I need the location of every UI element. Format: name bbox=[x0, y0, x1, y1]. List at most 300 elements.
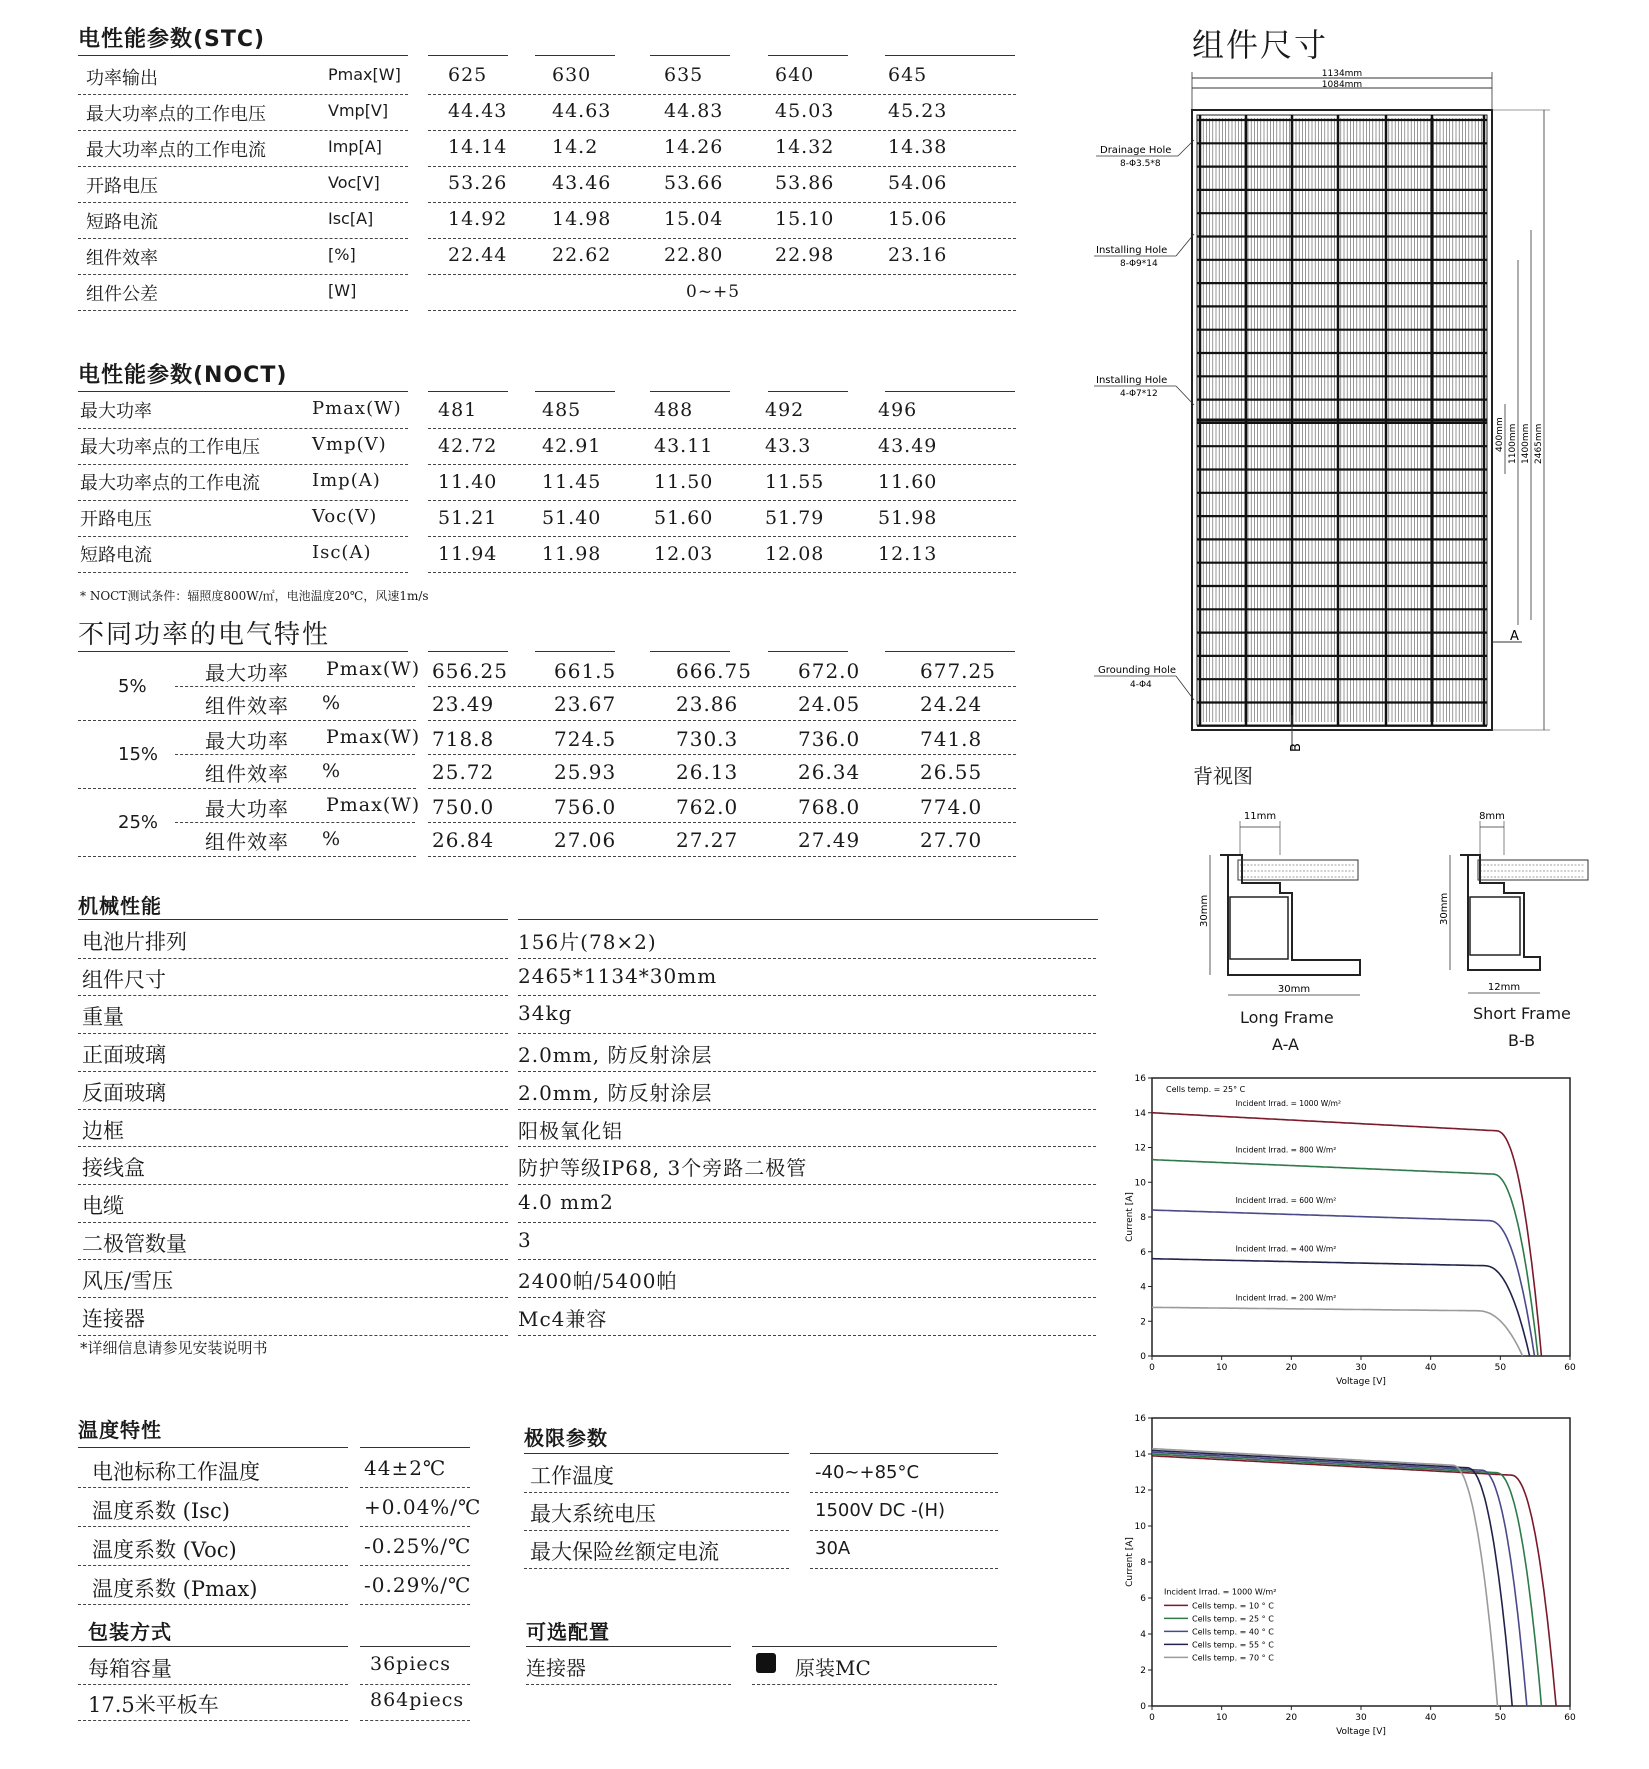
row-divider bbox=[78, 166, 408, 167]
bifacial-eff-cell: 24.05 bbox=[798, 692, 861, 716]
row-divider bbox=[78, 1526, 348, 1527]
y-tick-label: 16 bbox=[1134, 1074, 1146, 1084]
long-frame-name: Long Frame bbox=[1240, 1008, 1334, 1027]
drain-hole-label: Drainage Hole bbox=[1100, 145, 1172, 156]
row-divider bbox=[360, 1526, 470, 1527]
row-divider bbox=[78, 464, 408, 465]
bifacial-gain: 25% bbox=[118, 812, 159, 833]
row-divider bbox=[78, 500, 408, 501]
legend-entry: Cells temp. = 40 ° C bbox=[1192, 1627, 1274, 1637]
y-axis-label: Current [A] bbox=[1125, 1192, 1135, 1242]
bifacial-eff-unit: % bbox=[322, 692, 342, 714]
ground-hole-label: Grounding Hole bbox=[1098, 665, 1176, 676]
mech-row-label: 二极管数量 bbox=[82, 1231, 187, 1256]
row-divider bbox=[78, 1184, 508, 1185]
series-line bbox=[1152, 1210, 1535, 1356]
pack-row-label: 每箱容量 bbox=[88, 1657, 172, 1681]
series-line bbox=[1152, 1113, 1541, 1356]
noct-cell: 11.98 bbox=[542, 543, 602, 565]
row-divider bbox=[360, 1604, 470, 1605]
bifacial-gain: 5% bbox=[118, 676, 147, 697]
bifacial-eff-cell: 23.49 bbox=[432, 692, 495, 716]
y-tick-label: 8 bbox=[1140, 1558, 1146, 1568]
stc-cell: 14.14 bbox=[448, 136, 508, 158]
row-divider bbox=[78, 1222, 508, 1223]
stc-row-label: 组件效率 bbox=[86, 248, 158, 269]
legend-entry: Cells temp. = 55 ° C bbox=[1192, 1640, 1274, 1650]
series-line bbox=[1152, 1449, 1498, 1706]
dims-title: 组件尺寸 bbox=[1192, 26, 1329, 64]
row-divider bbox=[78, 1259, 508, 1260]
noct-cell: 11.94 bbox=[438, 543, 498, 565]
noct-cell: 51.98 bbox=[878, 507, 938, 529]
install-hole-1-spec: 8-Φ9*14 bbox=[1120, 259, 1158, 269]
stc-cell: 14.92 bbox=[448, 208, 508, 230]
row-divider bbox=[428, 166, 1016, 167]
noct-row-unit: Voc(V) bbox=[312, 506, 378, 527]
row-divider bbox=[428, 202, 1016, 203]
mech-row-value: 阳极氧化铝 bbox=[518, 1118, 623, 1143]
mech-row-label: 风压/雪压 bbox=[82, 1269, 174, 1294]
limit-title: 极限参数 bbox=[524, 1426, 608, 1450]
row-divider bbox=[524, 1530, 789, 1531]
row-divider bbox=[78, 310, 408, 311]
drain-hole-spec: 8-Φ3.5*8 bbox=[1120, 159, 1161, 169]
bifacial-power-cell: 730.3 bbox=[676, 727, 739, 751]
noct-cell: 51.60 bbox=[654, 507, 714, 529]
y-tick-label: 10 bbox=[1134, 1522, 1146, 1532]
stc-row-unit: [W] bbox=[328, 281, 357, 300]
legend-entry: Cells temp. = 25 ° C bbox=[1192, 1614, 1274, 1624]
stc-row-unit: Voc[V] bbox=[328, 173, 380, 192]
y-tick-label: 2 bbox=[1140, 1317, 1146, 1328]
stc-row-unit: Pmax[W] bbox=[328, 65, 401, 84]
row-divider bbox=[78, 428, 408, 429]
y-tick-label: 2 bbox=[1140, 1666, 1146, 1676]
row-divider bbox=[175, 686, 415, 687]
y-tick-label: 12 bbox=[1134, 1486, 1146, 1496]
bifacial-power-cell: 741.8 bbox=[920, 727, 983, 751]
dim-width-outer: 1134mm bbox=[1321, 69, 1363, 79]
x-tick-label: 30 bbox=[1355, 1713, 1367, 1723]
stc-cell: 44.83 bbox=[664, 100, 724, 122]
temp-row-label: 温度系数 (Isc) bbox=[92, 1499, 230, 1523]
stc-cell: 22.98 bbox=[775, 244, 835, 266]
row-divider bbox=[428, 822, 1016, 823]
noct-cell: 42.72 bbox=[438, 435, 498, 457]
bifacial-power-label: 最大功率 bbox=[205, 797, 289, 821]
mech-row-label: 组件尺寸 bbox=[82, 967, 166, 992]
stc-row-unit: Imp[A] bbox=[328, 137, 382, 156]
mech-row-value: 2400帕/5400帕 bbox=[518, 1269, 678, 1294]
bifacial-eff-cell: 26.55 bbox=[920, 760, 983, 784]
mech-row-value: 3 bbox=[518, 1227, 532, 1252]
ground-hole-spec: 4-Φ4 bbox=[1130, 680, 1152, 690]
series-line bbox=[1152, 1450, 1512, 1706]
noct-cell: 51.79 bbox=[765, 507, 825, 529]
bifacial-power-cell: 762.0 bbox=[676, 795, 739, 819]
bifacial-power-unit: Pmax(W) bbox=[326, 794, 421, 816]
temp-row-label: 温度系数 (Pmax) bbox=[92, 1577, 258, 1601]
series-line bbox=[1152, 1307, 1523, 1356]
mech-row-label: 连接器 bbox=[82, 1307, 145, 1331]
x-tick-label: 10 bbox=[1215, 1713, 1228, 1723]
row-divider bbox=[78, 995, 508, 996]
dim-1400: 1400mm bbox=[1521, 423, 1531, 464]
noct-cell: 11.50 bbox=[654, 471, 714, 493]
series-line bbox=[1152, 1160, 1538, 1356]
mech-row-value: 34kg bbox=[518, 1001, 573, 1026]
noct-title: 电性能参数(NOCT) bbox=[78, 363, 288, 388]
bifacial-title: 不同功率的电气特性 bbox=[78, 620, 331, 650]
long-frame-section-drawing bbox=[1190, 805, 1370, 1005]
noct-cell: 12.08 bbox=[765, 543, 825, 565]
row-divider bbox=[518, 1109, 1096, 1110]
row-divider bbox=[524, 1492, 789, 1493]
y-tick-label: 6 bbox=[1140, 1594, 1146, 1604]
stc-cell: 14.26 bbox=[664, 136, 724, 158]
limit-row-value: 1500V DC -(H) bbox=[815, 1500, 946, 1521]
bifacial-eff-label: 组件效率 bbox=[205, 830, 289, 854]
x-tick-label: 20 bbox=[1285, 1363, 1298, 1373]
stc-cell: 22.80 bbox=[664, 244, 724, 266]
bifacial-power-label: 最大功率 bbox=[205, 729, 289, 753]
stc-cell: 14.32 bbox=[775, 136, 835, 158]
noct-cell: 481 bbox=[438, 399, 478, 421]
temp-row-value: 44±2℃ bbox=[364, 1456, 447, 1480]
mech-row-label: 边框 bbox=[82, 1118, 124, 1143]
y-tick-label: 16 bbox=[1134, 1414, 1146, 1424]
temp-row-value: +0.04%/℃ bbox=[364, 1495, 482, 1519]
x-tick-label: 50 bbox=[1494, 1363, 1507, 1373]
noct-note: * NOCT测试条件：辐照度800W/㎡，电池温度20℃，风速1m/s bbox=[80, 589, 429, 603]
long-frame-bottom-dim: 30mm bbox=[1277, 984, 1311, 995]
series-line bbox=[1152, 1456, 1556, 1706]
stc-cell: 22.44 bbox=[448, 244, 508, 266]
bifacial-power-cell: 656.25 bbox=[432, 659, 508, 683]
chart-title: Incident Irrad. = 1000 W/m² bbox=[1164, 1587, 1277, 1597]
mech-row-label: 正面玻璃 bbox=[82, 1043, 166, 1068]
pack-row-label: 17.5米平板车 bbox=[88, 1693, 219, 1717]
noct-cell: 11.60 bbox=[878, 471, 938, 493]
mech-title: 机械性能 bbox=[78, 894, 162, 918]
y-tick-label: 4 bbox=[1140, 1282, 1146, 1293]
noct-cell: 12.03 bbox=[654, 543, 714, 565]
row-divider bbox=[360, 1684, 470, 1685]
optional-label: 连接器 bbox=[526, 1656, 586, 1680]
row-divider bbox=[518, 1259, 1096, 1260]
x-tick-label: 20 bbox=[1285, 1713, 1298, 1723]
stc-cell: 44.43 bbox=[448, 100, 508, 122]
mech-row-value: 防护等级IP68, 3个旁路二极管 bbox=[518, 1156, 808, 1181]
row-divider bbox=[428, 428, 1016, 429]
row-divider bbox=[78, 1720, 348, 1721]
y-tick-label: 14 bbox=[1134, 1450, 1146, 1460]
row-divider bbox=[78, 94, 408, 95]
row-divider bbox=[78, 856, 416, 857]
noct-cell: 11.45 bbox=[542, 471, 602, 493]
series-label: Incident Irrad. = 600 W/m² bbox=[1235, 1196, 1337, 1206]
noct-cell: 51.40 bbox=[542, 507, 602, 529]
row-divider bbox=[518, 1222, 1096, 1223]
stc-cell: 23.16 bbox=[888, 244, 948, 266]
row-divider bbox=[518, 1146, 1096, 1147]
bifacial-eff-cell: 26.34 bbox=[798, 760, 861, 784]
stc-row-label: 组件公差 bbox=[86, 284, 158, 305]
short-frame-side-dim: 30mm bbox=[1439, 892, 1450, 925]
x-tick-label: 10 bbox=[1215, 1363, 1228, 1373]
bifacial-power-cell: 661.5 bbox=[554, 659, 617, 683]
row-divider bbox=[78, 1109, 508, 1110]
bifacial-eff-cell: 25.72 bbox=[432, 760, 495, 784]
mech-row-label: 接线盒 bbox=[82, 1156, 145, 1181]
temp-row-label: 电池标称工作温度 bbox=[92, 1460, 260, 1484]
y-tick-label: 12 bbox=[1134, 1143, 1146, 1154]
x-tick-label: 40 bbox=[1424, 1713, 1437, 1723]
temp-title: 温度特性 bbox=[78, 1418, 162, 1442]
row-divider bbox=[428, 274, 1016, 275]
mech-row-label: 电池片排列 bbox=[82, 930, 187, 954]
bifacial-power-cell: 672.0 bbox=[798, 659, 861, 683]
noct-row-label: 短路电流 bbox=[80, 545, 152, 566]
long-frame-section: A-A bbox=[1272, 1035, 1299, 1054]
stc-cell: 53.86 bbox=[775, 172, 835, 194]
bifacial-eff-cell: 23.67 bbox=[554, 692, 617, 716]
noct-cell: 43.11 bbox=[654, 435, 714, 457]
install-hole-1-label: Installing Hole bbox=[1096, 245, 1168, 256]
x-tick-label: 0 bbox=[1149, 1713, 1155, 1723]
row-divider bbox=[428, 94, 1016, 95]
short-frame-bottom-dim: 12mm bbox=[1487, 982, 1521, 993]
noct-cell: 496 bbox=[878, 399, 918, 421]
temp-row-value: -0.29%/℃ bbox=[364, 1573, 472, 1597]
y-tick-label: 6 bbox=[1140, 1247, 1146, 1258]
noct-row-label: 开路电压 bbox=[80, 509, 152, 530]
stc-title: 电性能参数(STC) bbox=[78, 27, 266, 52]
stc-row-label: 短路电流 bbox=[86, 212, 158, 233]
y-tick-label: 4 bbox=[1140, 1630, 1146, 1640]
mech-row-value: 2.0mm, 防反射涂层 bbox=[518, 1080, 713, 1105]
stc-cell: 625 bbox=[448, 64, 488, 86]
bifacial-power-cell: 724.5 bbox=[554, 727, 617, 751]
stc-cell: 53.66 bbox=[664, 172, 724, 194]
noct-row-unit: Imp(A) bbox=[312, 470, 381, 491]
limit-row-label: 最大保险丝额定电流 bbox=[530, 1540, 719, 1564]
stc-row-unit: Isc[A] bbox=[328, 209, 374, 228]
install-hole-2-label: Installing Hole bbox=[1096, 375, 1168, 386]
bifacial-power-label: 最大功率 bbox=[205, 661, 289, 685]
mech-row-value: 4.0 mm2 bbox=[518, 1189, 614, 1214]
noct-cell: 43.49 bbox=[878, 435, 938, 457]
mech-row-label: 电缆 bbox=[82, 1193, 124, 1218]
bifacial-power-unit: Pmax(W) bbox=[326, 658, 421, 680]
row-divider bbox=[518, 1033, 1096, 1034]
iv-curve-temperature-chart bbox=[1120, 1408, 1580, 1748]
stc-cell: 635 bbox=[664, 64, 704, 86]
row-divider bbox=[518, 1335, 1096, 1336]
temp-row-value: -0.25%/℃ bbox=[364, 1534, 472, 1558]
series-label: Incident Irrad. = 200 W/m² bbox=[1235, 1293, 1337, 1303]
stc-cell: 15.10 bbox=[775, 208, 835, 230]
mech-row-value: 156片(78×2) bbox=[518, 930, 657, 954]
stc-row-label: 最大功率点的工作电压 bbox=[86, 104, 266, 125]
stc-row-label: 最大功率点的工作电流 bbox=[86, 140, 266, 161]
dim-2465: 2465mm bbox=[1534, 423, 1544, 464]
module-back-view-drawing bbox=[1090, 60, 1560, 770]
noct-row-unit: Pmax(W) bbox=[312, 398, 402, 419]
mech-row-value: 2.0mm, 防反射涂层 bbox=[518, 1043, 713, 1068]
noct-cell: 42.91 bbox=[542, 435, 602, 457]
row-divider bbox=[524, 1568, 789, 1569]
y-tick-label: 0 bbox=[1140, 1702, 1146, 1712]
stc-cell: 45.03 bbox=[775, 100, 835, 122]
optional-value: 原装MC bbox=[795, 1656, 871, 1680]
mech-row-label: 反面玻璃 bbox=[82, 1080, 166, 1105]
bifacial-eff-cell: 27.49 bbox=[798, 828, 861, 852]
noct-cell: 485 bbox=[542, 399, 582, 421]
noct-cell: 492 bbox=[765, 399, 805, 421]
stc-cell: 53.26 bbox=[448, 172, 508, 194]
x-tick-label: 30 bbox=[1355, 1363, 1367, 1373]
row-divider bbox=[428, 720, 1016, 721]
pack-row-value: 864piecs bbox=[370, 1689, 465, 1711]
short-frame-name: Short Frame bbox=[1473, 1004, 1571, 1023]
temp-row-label: 温度系数 (Voc) bbox=[92, 1538, 237, 1562]
row-divider bbox=[428, 686, 1016, 687]
row-divider bbox=[810, 1492, 998, 1493]
bifacial-power-cell: 677.25 bbox=[920, 659, 996, 683]
mech-row-value: 2465*1134*30mm bbox=[518, 963, 718, 988]
pack-row-value: 36piecs bbox=[370, 1653, 452, 1675]
y-tick-label: 8 bbox=[1140, 1213, 1146, 1223]
checkbox-filled-icon bbox=[756, 1653, 776, 1673]
bifacial-eff-cell: 27.27 bbox=[676, 828, 739, 852]
row-divider bbox=[78, 1146, 508, 1147]
short-frame-section-drawing bbox=[1420, 805, 1600, 1005]
bifacial-eff-cell: 24.24 bbox=[920, 692, 983, 716]
limit-row-value: -40~+85°C bbox=[815, 1462, 920, 1483]
limit-row-label: 工作温度 bbox=[530, 1464, 614, 1488]
row-divider bbox=[78, 1684, 348, 1685]
x-tick-label: 50 bbox=[1494, 1713, 1507, 1723]
row-divider bbox=[78, 1335, 508, 1336]
series-label: Incident Irrad. = 400 W/m² bbox=[1235, 1244, 1337, 1254]
row-divider bbox=[428, 856, 1016, 857]
row-divider bbox=[518, 995, 1096, 996]
iv-curve-irradiance-chart bbox=[1120, 1068, 1580, 1398]
bifacial-power-cell: 736.0 bbox=[798, 727, 861, 751]
legend-entry: Cells temp. = 10 ° C bbox=[1192, 1601, 1274, 1611]
limit-row-value: 30A bbox=[815, 1538, 851, 1559]
series-label: Incident Irrad. = 800 W/m² bbox=[1235, 1145, 1337, 1155]
stc-row-label: 功率输出 bbox=[86, 68, 158, 89]
row-divider bbox=[175, 822, 415, 823]
noct-cell: 12.13 bbox=[878, 543, 938, 565]
row-divider bbox=[428, 500, 1016, 501]
limit-row-label: 最大系统电压 bbox=[530, 1502, 656, 1526]
row-divider bbox=[78, 1565, 348, 1566]
row-divider bbox=[428, 310, 1016, 311]
stc-cell: 15.04 bbox=[664, 208, 724, 230]
x-axis-label: Voltage [V] bbox=[1336, 1727, 1386, 1737]
y-tick-label: 14 bbox=[1134, 1108, 1146, 1119]
row-divider bbox=[78, 130, 408, 131]
dim-width-inner: 1084mm bbox=[1321, 80, 1363, 90]
row-divider bbox=[78, 1604, 348, 1605]
mech-note: *详细信息请参见安装说明书 bbox=[80, 1339, 268, 1357]
bifacial-power-cell: 768.0 bbox=[798, 795, 861, 819]
bifacial-eff-cell: 23.86 bbox=[676, 692, 739, 716]
row-divider bbox=[360, 1720, 470, 1721]
bifacial-power-cell: 718.8 bbox=[432, 727, 495, 751]
mech-row-value: Mc4兼容 bbox=[518, 1307, 608, 1331]
short-frame-top-dim: 8mm bbox=[1479, 811, 1505, 822]
stc-cell: 45.23 bbox=[888, 100, 948, 122]
stc-cell: 15.06 bbox=[888, 208, 948, 230]
stc-row-unit: Vmp[V] bbox=[328, 101, 389, 120]
row-divider bbox=[428, 130, 1016, 131]
bifacial-power-cell: 750.0 bbox=[432, 795, 495, 819]
bifacial-eff-unit: % bbox=[322, 828, 342, 850]
bifacial-power-unit: Pmax(W) bbox=[326, 726, 421, 748]
series-label: Incident Irrad. = 1000 W/m² bbox=[1235, 1098, 1342, 1108]
bifacial-eff-cell: 26.84 bbox=[432, 828, 495, 852]
bifacial-gain: 15% bbox=[118, 744, 159, 765]
bifacial-eff-label: 组件效率 bbox=[205, 762, 289, 786]
bifacial-eff-cell: 25.93 bbox=[554, 760, 617, 784]
noct-cell: 488 bbox=[654, 399, 694, 421]
noct-cell: 11.55 bbox=[765, 471, 825, 493]
bifacial-power-cell: 666.75 bbox=[676, 659, 752, 683]
row-divider bbox=[78, 572, 408, 573]
long-frame-side-dim: 30mm bbox=[1199, 894, 1210, 927]
row-divider bbox=[428, 238, 1016, 239]
x-tick-label: 60 bbox=[1564, 1713, 1576, 1723]
stc-cell: 22.62 bbox=[552, 244, 612, 266]
row-divider bbox=[78, 274, 408, 275]
dim-1100: 1100mm bbox=[1508, 423, 1518, 464]
row-divider bbox=[78, 1487, 348, 1488]
chart-title: Cells temp. = 25° C bbox=[1166, 1085, 1246, 1094]
bifacial-eff-label: 组件效率 bbox=[205, 694, 289, 718]
row-divider bbox=[78, 1071, 508, 1072]
row-divider bbox=[78, 238, 408, 239]
bifacial-power-cell: 774.0 bbox=[920, 795, 983, 819]
stc-cell: 43.46 bbox=[552, 172, 612, 194]
stc-cell: 640 bbox=[775, 64, 815, 86]
row-divider bbox=[78, 788, 416, 789]
stc-cell: 14.2 bbox=[552, 136, 599, 158]
mech-row-label: 重量 bbox=[82, 1005, 124, 1030]
x-tick-label: 0 bbox=[1149, 1363, 1155, 1373]
row-divider bbox=[360, 1487, 470, 1488]
stc-cell: 14.38 bbox=[888, 136, 948, 158]
section-mark-a: A bbox=[1510, 629, 1519, 644]
stc-top-rule bbox=[78, 55, 408, 56]
x-axis-label: Voltage [V] bbox=[1336, 1377, 1386, 1387]
pack-title: 包装方式 bbox=[88, 1620, 172, 1644]
row-divider bbox=[428, 754, 1016, 755]
bifacial-power-cell: 756.0 bbox=[554, 795, 617, 819]
series-line bbox=[1152, 1452, 1527, 1706]
row-divider bbox=[428, 536, 1016, 537]
noct-cell: 43.3 bbox=[765, 435, 812, 457]
row-divider bbox=[78, 1033, 508, 1034]
y-tick-label: 0 bbox=[1140, 1352, 1146, 1362]
stc-row-label: 开路电压 bbox=[86, 176, 158, 197]
row-divider bbox=[810, 1568, 998, 1569]
row-divider bbox=[428, 572, 1016, 573]
